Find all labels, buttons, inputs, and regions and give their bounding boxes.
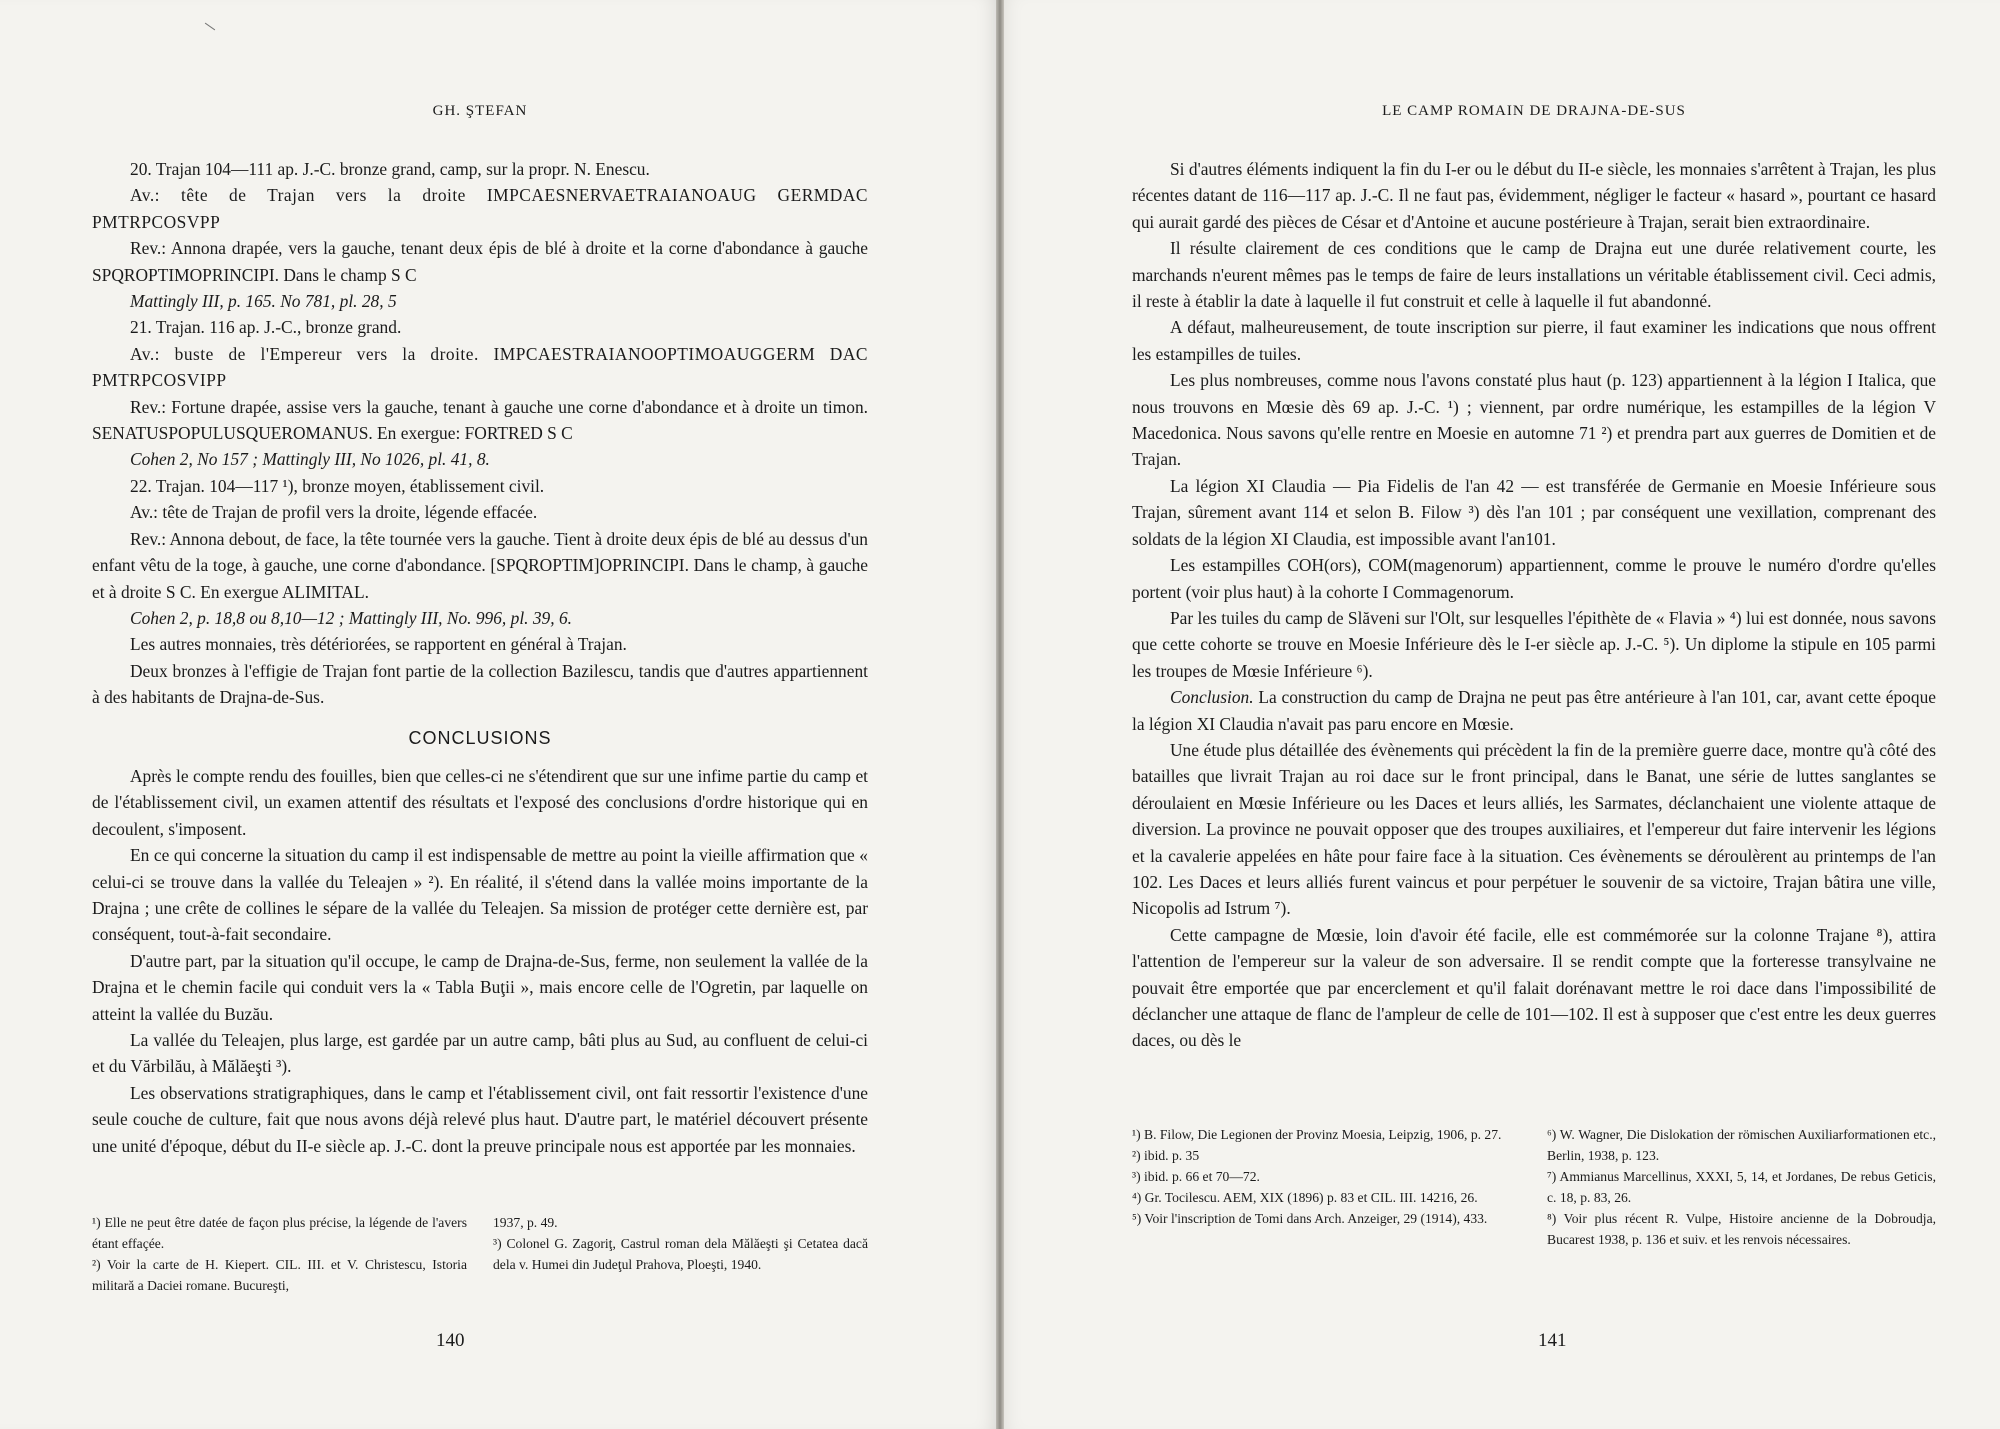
footnote: ²) ibid. p. 35 [1132, 1148, 1200, 1163]
paragraph: Les plus nombreuses, comme nous l'avons constaté plus haut (p. 123) appartiennent à la légion I Italica, que nous trouvons en Mœsie dès 69 ap. J.-C. ¹) ; viennent, par ordre numérique, les estampilles de la légion V Macedonica. Nous savons qu'elle rentre en Moesie en automne 71 ²) et prendra part aux guerres de Domitien et de Trajan. [1132, 370, 1936, 470]
paragraph: Av.: tête de Trajan vers la droite IMPCAESNERVAETRAIANOAUG GERMDAC PMTRPCOSVPP [92, 185, 868, 232]
right-page [1000, 0, 2000, 1429]
paragraph-text: La construction du camp de Drajna ne peut pas être antérieure à l'an 101, car, avant cette époque la légion XI Claudia n'avait pas paru encore en Mœsie. [1132, 687, 1936, 734]
running-head: LE CAMP ROMAIN DE DRAJNA-DE-SUS [1382, 103, 1686, 119]
paragraph: Il résulte clairement de ces conditions que le camp de Drajna eut une durée relativement courte, les marchands n'eurent mêmes pas le temps de faire de leurs installations un véritable établissement civil. Ceci admis, il reste à établir la date à laquelle il fut construit et celle à laquelle il fut abandonné. [1132, 238, 1936, 312]
footnote: ¹) B. Filow, Die Legionen der Provinz Moesia, Leipzig, 1906, p. 27. [1132, 1127, 1502, 1142]
paragraph [1132, 684, 1936, 737]
paragraph: Rev.: Fortune drapée, assise vers la gauche, tenant à gauche une corne d'abondance et à droite un timon. SENATUSPOPULUSQUEROMANUS. En exergue: FORTRED S C [92, 396, 868, 444]
footnote: ⁶) W. Wagner, Die Dislokation der römischen Auxiliarformationen etc., Berlin, 1938, p. 123. [1547, 1127, 1936, 1163]
paragraph: Av.: buste de l'Empereur vers la droite. IMPCAESTRAIANOOPTIMOAUGGERM DAC PMTRPCOSVIPP [92, 343, 868, 391]
paragraph: Rev.: Annona drapée, vers la gauche, tenant deux épis de blé à droite et la corne d'abondance à gauche SPQROPTIMOPRINCIPI. Dans le champ S C [92, 238, 868, 285]
reference-line: Mattingly III, p. 165. No 781, pl. 28, 5 [130, 291, 397, 312]
reference-line: Cohen 2, No 157 ; Mattingly III, No 1026, pl. 41, 8. [130, 449, 490, 470]
footnote: ⁴) Gr. Tocilescu. AEM, XIX (1896) p. 83 et CIL. III. 14216, 26. [1132, 1190, 1478, 1205]
page-number: 141 [1538, 1330, 1567, 1351]
conclusion-label: Conclusion. [1170, 687, 1254, 708]
paragraph: Les autres monnaies, très détériorées, se rapportent en général à Trajan. [130, 634, 627, 655]
reference-line: Cohen 2, p. 18,8 ou 8,10—12 ; Mattingly III, No. 996, pl. 39, 6. [130, 607, 572, 628]
paragraph: Cette campagne de Mœsie, loin d'avoir été facile, elle est commémorée sur la colonne Trajane ⁸), attira l'attention de l'empereur sur la valeur de son adversaire. Il se rendit compte que la forteresse transylvaine ne pouvait être emportée que par encerclement et qu'il falait dorénavant mettre le roi dace dans l'impossibilité de déclancher une attaque de flanc de l'ampleur de celle de 101—102. Il est à supposer que c'est entre les deux guerres daces, ou dès le [1132, 924, 1936, 1051]
book-gutter [996, 0, 1004, 1429]
paragraph: La légion XI Claudia — Pia Fidelis de l'an 42 — est transférée de Germanie en Moesie Inférieure sous Trajan, sûrement avant 114 et selon B. Filow ³) dès l'an 101 ; par conséquent une vexillation, comprenant des soldats de la légion XI Claudia, est impossible avant l'an101. [1132, 475, 1936, 549]
printing-mark [205, 23, 215, 31]
footnotes [1132, 1124, 1936, 1250]
footnote: ⁸) Voir plus récent R. Vulpe, Histoire ancienne de la Dobroudja, Bucarest 1938, p. 136 et suiv. et les renvois nécessaires. [1547, 1211, 1936, 1247]
paragraph: Si d'autres éléments indiquent la fin du I-er ou le début du II-e siècle, les monnaies s'arrêtent à Trajan, les plus récentes datant de 116—117 ap. J.-C. Il ne faut pas, évidemment, négliger le facteur « hasard », pourtant ce hasard qui aurait gardé des pièces de César et d'Antoine et aucune postérieure à Trajan, serait bien extraordinaire. [1132, 159, 1936, 232]
paragraph: Par les tuiles du camp de Slăveni sur l'Olt, sur lesquelles l'épithète de « Flavia » ⁴) lui est donnée, nous savons que cette cohorte se trouve en Moesie Inférieure dès le I-er siècle ap. J.-C. ⁵). Un diplome la stipule en 105 parmi les troupes de Mœsie Inférieure ⁶). [1132, 607, 1936, 681]
footnote: ³) Colonel G. Zagoriţ, Castrul roman dela Mălăeşti şi Cetatea dacă dela v. Humei din Judeţul Prahova, Ploeşti, 1940. [493, 1236, 868, 1272]
footnotes [92, 1212, 868, 1296]
footnote: 1937, p. 49. [493, 1215, 558, 1230]
paragraph: Deux bronzes à l'effigie de Trajan font partie de la collection Bazilescu, tandis que d'autres appartiennent à des habitants de Drajna-de-Sus. [92, 660, 868, 708]
footnote-column [1547, 1124, 1936, 1250]
paragraph: Une étude plus détaillée des évènements qui précèdent la fin de la première guerre dace, montre qu'à côté des batailles que livrait Trajan au roi dace sur le front principal, dans le Banat, une série de luttes sanglantes se déroulaient en Mœsie Inférieure ou les Daces et leurs alliés, les Sarmates, déclanchaient une violente attaque de diversion. La province ne pouvait opposer que des troupes auxiliaires, et l'empereur dut faire intervenir les légions et la cavalerie appelées en hâte pour faire face à la situation. Ces évènements se déroulèrent au printemps de l'an 102. Les Daces et leurs alliés furent vaincus et pour perpétuer le souvenir de sa victoire, Trajan bâtira une ville, Nicopolis ad Istrum ⁷). [1132, 739, 1936, 919]
footnote-column [493, 1212, 868, 1296]
paragraph: En ce qui concerne la situation du camp il est indispensable de mettre au point la vieille affirmation que « celui-ci se trouve dans la vallée du Teleajen » ²). En réalité, il s'étend dans la vallée moins importante de la Drajna ; une crête de collines le sépare de la vallée du Teleajen. Sa mission de protéger cette dernière est, par conséquent, tout-à-fait secondaire. [92, 845, 868, 945]
right-body-text [1132, 156, 1936, 1054]
paragraph: A défaut, malheureusement, de toute inscription sur pierre, il faut examiner les indications que nous offrent les estampilles de tuiles. [1132, 317, 1936, 364]
page-number: 140 [436, 1330, 465, 1351]
paragraph: D'autre part, par la situation qu'il occupe, le camp de Drajna-de-Sus, ferme, non seulement la vallée de la Drajna et le chemin facile qui conduit vers la « Tabla Buţii », mais encore celle de l'Ogretin, par laquelle on atteint la vallée du Buzău. [92, 950, 868, 1024]
running-head: GH. ŞTEFAN [432, 103, 528, 119]
paragraph: Les observations stratigraphiques, dans le camp et l'établissement civil, ont fait ressortir l'existence d'une seule couche de culture, fait que nous avons déjà relevé plus haut. D'autre part, le matériel découvert présente une unité d'époque, début du II-e siècle ap. J.-C. dont la preuve principale nous est apportée par les monnaies. [92, 1082, 868, 1156]
paragraph: Après le compte rendu des fouilles, bien que celles-ci ne s'étendirent que sur une infime partie du camp et de l'établissement civil, un examen attentif des résultats et l'exposé des conclusions d'ordre historique qui en decoulent, s'imposent. [92, 765, 868, 839]
paragraph: Rev.: Annona debout, de face, la tête tournée vers la gauche. Tient à droite deux épis de blé au dessus d'un enfant vêtu de la toge, à gauche, une corne d'abondance. [SPQROPTIM]OPRINCIPI. Dans le champ, à gauche et à droite S C. En exergue ALIMITAL. [92, 528, 868, 602]
footnote: ⁷) Ammianus Marcellinus, XXXI, 5, 14, et Jordanes, De rebus Geticis, c. 18, p. 83, 26. [1547, 1169, 1936, 1205]
footnote: ⁵) Voir l'inscription de Tomi dans Arch. Anzeiger, 29 (1914), 433. [1132, 1211, 1488, 1226]
section-heading: CONCLUSIONS [408, 727, 552, 748]
paragraph: Av.: tête de Trajan de profil vers la droite, légende effacée. [130, 502, 538, 523]
paragraph: 21. Trajan. 116 ap. J.-C., bronze grand. [130, 317, 402, 338]
footnote-column [92, 1212, 467, 1296]
paragraph: 22. Trajan. 104—117 ¹), bronze moyen, établissement civil. [130, 475, 545, 496]
left-body-text [92, 156, 868, 1159]
paragraph: 20. Trajan 104—111 ap. J.-C. bronze grand, camp, sur la propr. N. Enescu. [130, 159, 650, 179]
footnote-column [1132, 1124, 1521, 1250]
paragraph: Les estampilles COH(ors), COM(magenorum) appartiennent, comme le prouve le numéro d'ordre qu'elles portent (voir plus haut) à la cohorte I Commagenorum. [1132, 555, 1936, 602]
paragraph: La vallée du Teleajen, plus large, est gardée par un autre camp, bâti plus au Sud, au confluent de celui-ci et du Vărbilău, à Mălăeşti ³). [92, 1030, 868, 1077]
footnote: ²) Voir la carte de H. Kiepert. CIL. III. et V. Christescu, Istoria militară a Daciei romane. Bucureşti, [92, 1257, 467, 1293]
footnote: ³) ibid. p. 66 et 70—72. [1132, 1169, 1260, 1184]
footnote: ¹) Elle ne peut être datée de façon plus précise, la légende de l'avers étant effaçée. [92, 1215, 467, 1251]
